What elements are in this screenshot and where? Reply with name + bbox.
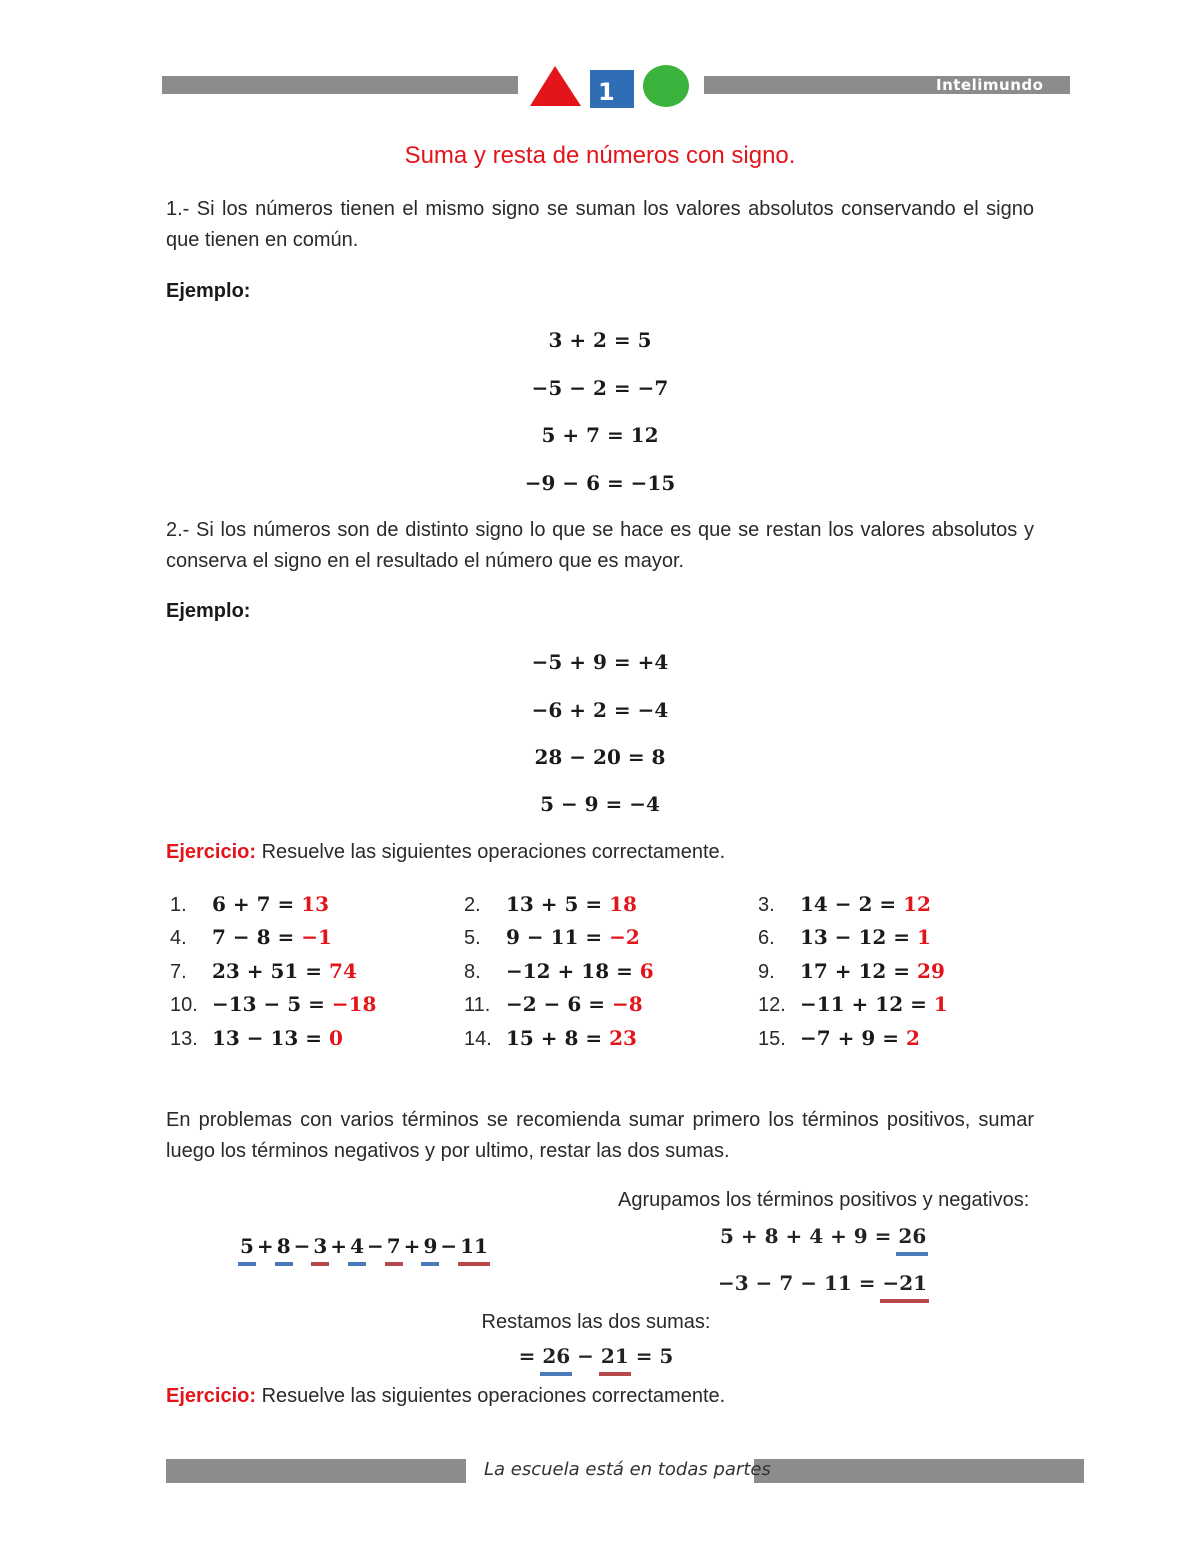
exercise-item-answer: 13 xyxy=(301,892,330,916)
subtract-label: Restamos las dos sumas: xyxy=(481,1311,711,1333)
exercise-item xyxy=(464,892,637,922)
positive-sum xyxy=(720,1224,926,1249)
exercise-item-expression: 9 − 11 = xyxy=(506,925,610,949)
exercise-item-answer: −18 xyxy=(331,992,377,1016)
rule1-example-label: Ejemplo: xyxy=(166,280,251,302)
negative-sum-expr: −3 − 7 − 11 = xyxy=(718,1271,883,1295)
rule2-equation: 5 − 9 = −4 xyxy=(540,792,660,816)
header-bar-left xyxy=(162,76,518,94)
final-prefix: = xyxy=(518,1344,543,1368)
exercise-item-expression: 13 + 5 = xyxy=(506,892,610,916)
rule1-text: 1.- Si los números tienen el mismo signo se suman los valores absolutos conservando el signo que tienen en común. xyxy=(166,198,1034,251)
positive-sum-expr: 5 + 8 + 4 + 9 = xyxy=(720,1224,899,1248)
exercise1-label: Ejercicio: xyxy=(166,841,257,863)
expression-term: 8 xyxy=(276,1234,291,1258)
exercise-item xyxy=(464,992,643,1022)
exercise-item-number: 15. xyxy=(758,1028,786,1050)
final-positive: 26 xyxy=(542,1344,571,1368)
rule1-equation: −5 − 2 = −7 xyxy=(531,376,669,400)
expression-operator: + xyxy=(256,1234,274,1258)
exercise-item-number: 10. xyxy=(170,994,198,1016)
exercise-item-answer: 0 xyxy=(329,1026,343,1050)
expression xyxy=(238,1234,490,1259)
final-equation xyxy=(0,1344,1192,1369)
rule2-example-label: Ejemplo: xyxy=(166,600,251,622)
expression-term: 3 xyxy=(313,1234,328,1258)
rule1-equation: −9 − 6 = −15 xyxy=(524,471,676,495)
exercise-item-number: 14. xyxy=(464,1028,492,1050)
exercise-item-answer: −1 xyxy=(301,925,332,949)
negative-sum xyxy=(718,1271,927,1296)
exercise-item xyxy=(758,892,931,922)
exercise-item-answer: −8 xyxy=(611,992,643,1016)
exercise-item xyxy=(758,1026,920,1056)
exercise-item xyxy=(464,959,654,989)
circle-shape-icon xyxy=(643,65,689,107)
multi-terms-text: En problemas con varios términos se recomienda sumar primero los términos positivos, sumar luego los términos negativos y por ultimo, restar las dos sumas. xyxy=(166,1109,1034,1162)
negative-sum-result: −21 xyxy=(882,1271,928,1295)
exercise-item-expression: −2 − 6 = xyxy=(506,992,612,1016)
exercise-item-number: 1. xyxy=(170,894,187,916)
exercise-item-number: 4. xyxy=(170,927,187,949)
exercise-item xyxy=(758,992,948,1022)
expression-term: 5 xyxy=(240,1234,254,1258)
page-title: Suma y resta de números con signo. xyxy=(404,142,796,169)
expression-operator: + xyxy=(403,1234,421,1258)
exercise-item-answer: 74 xyxy=(329,959,357,983)
exercise-item-answer: 2 xyxy=(905,1026,920,1050)
expression-term: 7 xyxy=(386,1234,401,1258)
exercise-item-answer: 29 xyxy=(917,959,945,983)
exercise-item-number: 11. xyxy=(464,994,491,1016)
exercise-item-expression: 23 + 51 = xyxy=(212,959,330,983)
exercise-item-expression: 6 + 7 = xyxy=(212,892,302,916)
exercise-item-expression: 7 − 8 = xyxy=(212,925,302,949)
rule2-equation: −6 + 2 = −4 xyxy=(531,698,669,722)
exercise-item-expression: −11 + 12 = xyxy=(800,992,934,1016)
rule2-equation: 28 − 20 = 8 xyxy=(534,745,666,769)
exercise-item-answer: 1 xyxy=(917,925,931,949)
expression-operator: + xyxy=(330,1234,348,1258)
exercise-item-expression: −12 + 18 = xyxy=(506,959,640,983)
final-negative: 21 xyxy=(600,1344,629,1368)
footer-bar-right xyxy=(754,1459,1084,1483)
exercise-item xyxy=(464,925,640,955)
logo-number: 1 xyxy=(598,78,615,106)
exercise-item-expression: −13 − 5 = xyxy=(212,992,332,1016)
exercise-item xyxy=(170,925,332,955)
exercise-item-number: 5. xyxy=(464,927,481,949)
exercise1-heading xyxy=(166,841,725,864)
logo xyxy=(526,62,696,110)
rule1-equation: 5 + 7 = 12 xyxy=(541,423,659,447)
exercise2-label: Ejercicio: xyxy=(166,1385,257,1407)
exercise-item-number: 6. xyxy=(758,927,775,949)
footer-bar-left xyxy=(166,1459,466,1483)
exercise-item-number: 9. xyxy=(758,961,775,983)
exercise-item-answer: 23 xyxy=(609,1026,637,1050)
expression-operator: − xyxy=(293,1234,311,1258)
exercise-item-number: 12. xyxy=(758,994,786,1016)
expression-operator: − xyxy=(366,1234,384,1258)
exercise-item-expression: 14 − 2 = xyxy=(800,892,904,916)
exercise-item xyxy=(758,925,931,955)
final-op: − xyxy=(570,1344,601,1368)
exercise-item-answer: 12 xyxy=(903,892,931,916)
rule1-equation: 3 + 2 = 5 xyxy=(548,328,652,352)
final-suffix: = 5 xyxy=(628,1344,674,1368)
exercise-item xyxy=(170,1026,343,1056)
triangle-shape-icon xyxy=(530,66,581,106)
exercise-item xyxy=(170,892,329,922)
footer-slogan: La escuela está en todas partes xyxy=(484,1459,771,1480)
expression-operator: − xyxy=(440,1234,458,1258)
expression-term: 11 xyxy=(460,1234,488,1258)
brand-name: Intelimundo xyxy=(936,76,1044,94)
exercise1-instruction: Resuelve las siguientes operaciones correctamente. xyxy=(256,841,726,863)
expression-term: 4 xyxy=(350,1234,364,1258)
exercise-item-number: 2. xyxy=(464,894,481,916)
exercise-item xyxy=(464,1026,637,1056)
exercise-item-answer: 1 xyxy=(933,992,948,1016)
exercise-item-number: 13. xyxy=(170,1028,198,1050)
exercise-item-number: 3. xyxy=(758,894,775,916)
exercise-item-expression: 17 + 12 = xyxy=(800,959,918,983)
exercise2-heading xyxy=(166,1385,725,1408)
rule2-equation: −5 + 9 = +4 xyxy=(531,650,669,674)
exercise-item-answer: 6 xyxy=(639,959,654,983)
exercise-item xyxy=(758,959,945,989)
exercise-item-answer: −2 xyxy=(609,925,640,949)
exercise-item-answer: 18 xyxy=(609,892,637,916)
group-label: Agrupamos los términos positivos y negativos: xyxy=(618,1189,1030,1211)
exercise-item xyxy=(170,959,357,989)
exercise-item-expression: 15 + 8 = xyxy=(506,1026,610,1050)
exercise2-instruction: Resuelve las siguientes operaciones correctamente. xyxy=(256,1385,726,1407)
exercise-item-number: 8. xyxy=(464,961,481,983)
rule2-text: 2.- Si los números son de distinto signo lo que se hace es que se restan los valores absolutos y conserva el signo en el resultado el número que es mayor. xyxy=(166,519,1034,572)
exercise-item-expression: −7 + 9 = xyxy=(800,1026,906,1050)
expression-term: 9 xyxy=(423,1234,438,1258)
exercise-item-expression: 13 − 12 = xyxy=(800,925,918,949)
exercise-item xyxy=(170,992,376,1022)
exercise-item-expression: 13 − 13 = xyxy=(212,1026,330,1050)
exercise-item-number: 7. xyxy=(170,961,187,983)
positive-sum-result: 26 xyxy=(898,1224,927,1248)
